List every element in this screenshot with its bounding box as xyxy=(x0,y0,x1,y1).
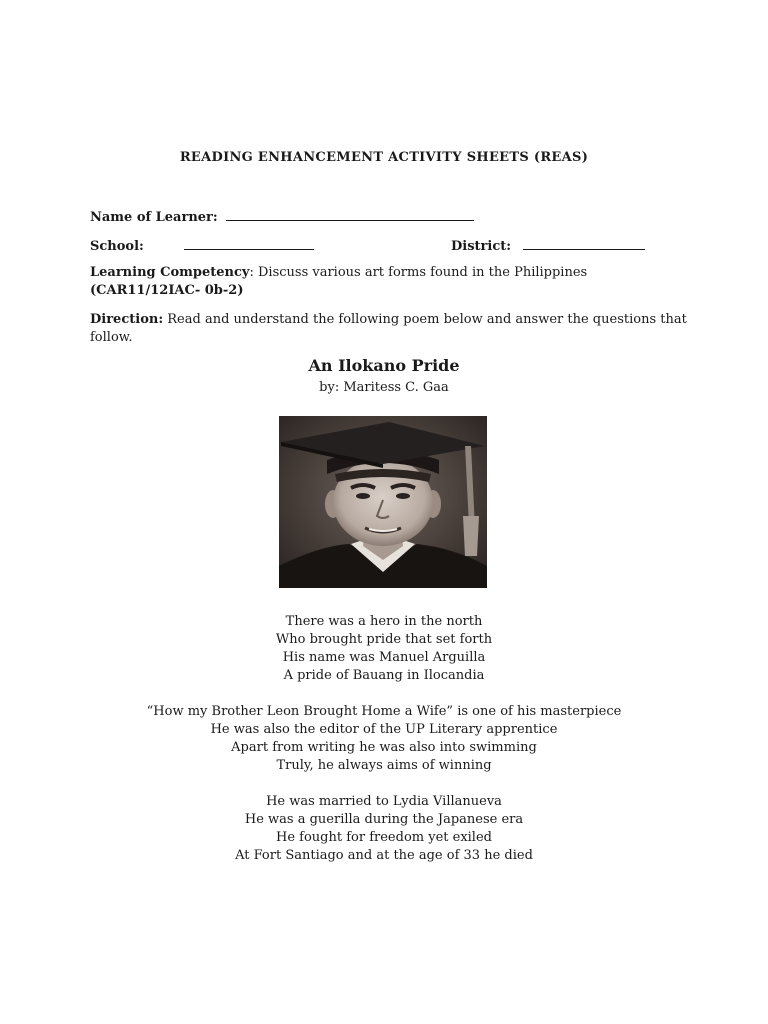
poem-stanza-2 xyxy=(0,703,768,775)
portrait-photo xyxy=(279,416,487,588)
poem-line: Who brought pride that set forth xyxy=(275,632,493,647)
poem-title: An Ilokano Pride xyxy=(308,356,460,375)
learning-competency xyxy=(90,264,690,300)
competency-label: Learning Competency xyxy=(90,265,250,280)
poem-line: He was a guerilla during the Japanese era xyxy=(244,812,524,827)
district-row xyxy=(451,237,645,254)
direction-text: Read and understand the following poem below and answer the questions that follow. xyxy=(90,312,687,345)
poem-line: Truly, he always aims of winning xyxy=(276,758,492,773)
direction xyxy=(90,311,690,347)
poem-line: His name was Manuel Arguilla xyxy=(282,650,486,665)
poem-line: He was also the editor of the UP Literary apprentice xyxy=(210,722,558,737)
name-of-learner-label: Name of Learner: xyxy=(90,210,218,225)
poem-stanza-1 xyxy=(0,613,768,685)
poem-line: “How my Brother Leon Brought Home a Wife” is one of his masterpiece xyxy=(146,704,622,719)
direction-label: Direction: xyxy=(90,312,164,327)
poem-stanza-3 xyxy=(0,793,768,865)
competency-text: : Discuss various art forms found in the Philippines xyxy=(249,265,588,280)
poem-line: A pride of Bauang in Ilocandia xyxy=(283,668,485,683)
school-label: School: xyxy=(90,239,144,254)
poem-byline: by: Maritess C. Gaa xyxy=(319,380,449,395)
poem-line: He was married to Lydia Villanueva xyxy=(266,794,502,809)
name-of-learner-row xyxy=(90,208,474,225)
competency-code: (CAR11/12IAC- 0b-2) xyxy=(90,283,244,298)
school-row xyxy=(90,237,314,254)
name-of-learner-blank[interactable] xyxy=(226,208,474,221)
poem-line: Apart from writing he was also into swimming xyxy=(231,740,537,755)
poem-line: There was a hero in the north xyxy=(285,614,483,629)
poem-line: He fought for freedom yet exiled xyxy=(276,830,492,845)
poem-line: At Fort Santiago and at the age of 33 he died xyxy=(235,848,533,863)
portrait-illustration xyxy=(279,416,487,588)
district-blank[interactable] xyxy=(523,237,645,250)
sheet-title: READING ENHANCEMENT ACTIVITY SHEETS (REAS) xyxy=(179,150,589,165)
school-blank[interactable] xyxy=(184,237,314,250)
district-label: District: xyxy=(451,239,512,254)
